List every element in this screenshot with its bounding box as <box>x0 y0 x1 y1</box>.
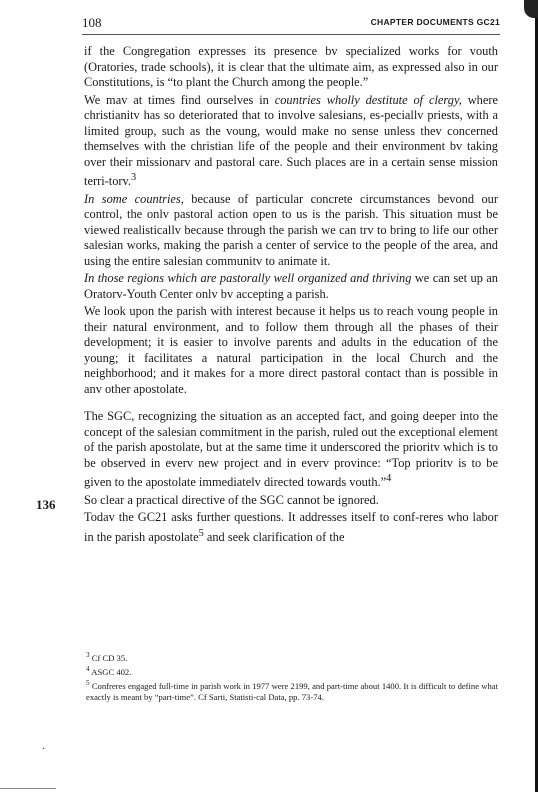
page-number: 108 <box>82 15 102 30</box>
paragraph-text: We mav at times find ourselves in <box>84 92 275 107</box>
paragraph <box>84 409 498 491</box>
paragraph-text: We look upon the parish with interest because it helps us to reach voung people in their natural environment, and to follow them through all the phases of their development; it is easier to involve parents and adults in the education of the young; it facilitates a natural participation in the local Church and the neighborhood; and it makes for a more direct pastoral contact than is possible in anv other apostolate. <box>84 304 498 396</box>
emphasis-text: countries wholly destitute of clergy, <box>274 92 462 107</box>
footnote <box>86 678 498 703</box>
footnote-ref: 4 <box>386 473 392 485</box>
margin-mark: · <box>42 744 46 755</box>
emphasis-text: In those regions which are pastorally well organized and thriving <box>84 271 412 286</box>
footnote-number: 4 <box>86 664 90 673</box>
footnote-number: 5 <box>86 678 90 687</box>
paragraph-text: where christianitv has so deteriorated that to involve salesians, es-peciallv priests, with a limited group, such as the voung, would make no sense unless thev concerned themselves with the christian life of the people and their environment bv taking over their missionarv and pastoral care. Such places are in a certain sense mission terri-torv. <box>84 92 498 189</box>
paragraph-text: The SGC, recognizing the situation as an accepted fact, and going deeper into the concept of the salesian commitment in the parish, ruled out the exceptional element of the parish apostolate, but at the same time it underscored the prioritv which is to be observed in everv new project and in everv province: “Top prioritv is to be given to the apostolate immediatelv directed towards vouth.” <box>84 409 498 490</box>
footnote <box>86 650 498 664</box>
footnote-text: Cf CD 35. <box>89 652 128 663</box>
section-gap <box>84 399 498 409</box>
paragraph-text: because of particular concrete circumstances bevond our control, the onlv pastoral action open to us is the parish. This situation must be viewed realisticallv because through the parish we can trv to bring to life our other salesian works, making the parish a center of service to the people of the area, and using the entire salesian communitv to animate it. <box>84 191 498 268</box>
paragraph <box>84 510 498 545</box>
paragraph-number: 136 <box>36 497 56 512</box>
footnote-text: ASGC 402. <box>89 666 132 677</box>
paragraph <box>84 192 498 270</box>
footnote-text: Confreres engaged full-time in parish work in 1977 were 2199, and part-time about 1400. It is difficult to define what exactly is meant by “part-time”. Cf Sarti, Statisti-cal Data, pp. 73-74. <box>86 680 498 702</box>
footnote <box>86 664 498 678</box>
paragraph <box>84 44 498 91</box>
paragraph-text: Todav the GC21 asks further questions. It addresses itself to conf-reres who labor in the parish apostolate <box>84 510 498 544</box>
bottom-rule <box>0 788 56 789</box>
paragraph <box>84 304 498 397</box>
paragraph <box>84 271 498 302</box>
running-head: CHAPTER DOCUMENTS GC21 <box>370 17 500 27</box>
scan-corner-mark <box>524 0 538 18</box>
footnote-ref: 5 <box>198 527 204 539</box>
paragraph <box>84 493 498 509</box>
paragraph-text: and seek clarification of the <box>203 529 345 544</box>
body-text <box>84 44 498 545</box>
emphasis-text: In some countries, <box>84 191 184 206</box>
footnotes <box>86 650 498 703</box>
paragraph <box>84 93 498 190</box>
paragraph-text: if the Congregation expresses its presence bv specialized works for vouth (Oratories, trade schools), it is clear that the ultimate aim, as expressed also in our Constitutions, is “to plant the Church among the people.” <box>84 44 498 89</box>
footnote-ref: 3 <box>131 172 137 183</box>
paragraph-text: we can set up an Oratorv-Youth Center onlv bv accepting a parish. <box>84 271 498 301</box>
page-header <box>82 14 500 35</box>
paragraph-text: So clear a practical directive of the SGC cannot be ignored. <box>84 492 379 507</box>
footnote-number: 3 <box>86 651 90 659</box>
